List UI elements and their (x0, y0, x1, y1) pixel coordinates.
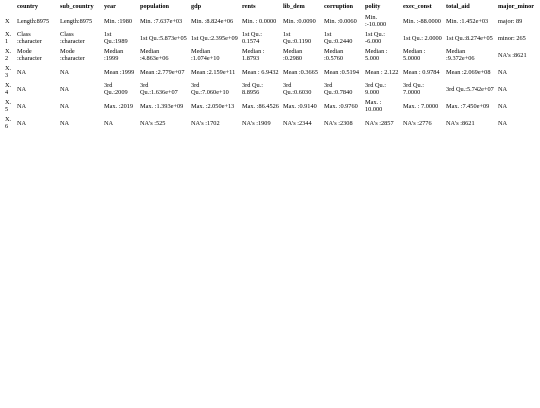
table-cell: Max. :2.050e+13 (191, 102, 235, 110)
table-cell: NA's :8621 (446, 119, 475, 127)
table-cell: Class :character (60, 31, 85, 45)
header-cell-gdp: gdp (191, 3, 202, 10)
table-row (3, 99, 540, 116)
table-cell: Median :0.5760 (324, 48, 344, 62)
header-cell-population: population (140, 3, 170, 10)
table-cell: Max. :2019 (104, 102, 134, 110)
table-cell: Median : 1.8793 (242, 48, 265, 62)
table-cell: Median :1.074e+10 (191, 48, 220, 62)
header-cell-year: year (104, 3, 116, 10)
table-cell: Max. : 7.0000 (403, 102, 439, 110)
header-cell-lib-dem: lib_dem (283, 3, 305, 10)
summary-table (3, 3, 540, 133)
table-cell: Mean : 2.122 (365, 68, 399, 76)
table-cell: NA (498, 119, 508, 127)
table-cell: 1st Qu.: 0.1574 (242, 31, 262, 45)
header-cell-sub-country: sub_country (60, 3, 94, 10)
table-cell: NA (498, 68, 508, 76)
header-cell-exec-const: exec_const (403, 3, 432, 10)
table-cell: Mode :character (17, 48, 42, 62)
table-cell: 3rd Qu.:5.742e+07 (446, 85, 494, 93)
table-cell: 3rd Qu.:7.060e+10 (191, 82, 229, 96)
table-cell: Min. :-88.0000 (403, 17, 441, 25)
table-cell: Min. :0.0090 (283, 17, 316, 25)
table-cell: 1st Qu.: -6.000 (365, 31, 385, 45)
header-row (3, 3, 540, 14)
header-cell-polity: polity (365, 3, 381, 10)
table-cell: Min. : 0.0000 (242, 17, 277, 25)
table-cell: Mean :2.779e+07 (140, 68, 185, 76)
table-row (3, 31, 540, 48)
table-cell: X.3 (5, 65, 12, 79)
table-cell: NA's :2308 (324, 119, 353, 127)
table-cell: Mean : 0.9784 (403, 68, 440, 76)
table-cell: NA's :2776 (403, 119, 432, 127)
table-cell: NA's :8621 (498, 51, 527, 59)
table-cell: 1st Qu.:8.274e+05 (446, 34, 493, 42)
table-cell: NA (60, 102, 70, 110)
table-cell: NA (60, 119, 70, 127)
table-cell: NA (498, 102, 508, 110)
table-cell: X.2 (5, 48, 12, 62)
table-row (3, 116, 540, 133)
table-cell: Max. :0.9760 (324, 102, 358, 110)
table-cell: Max. :86.4526 (242, 102, 279, 110)
table-cell: 1st Qu.:0.2440 (324, 31, 353, 45)
table-cell: NA (60, 85, 70, 93)
table-row (3, 82, 540, 99)
table-cell: 3rd Qu.: 9.000 (365, 82, 386, 96)
table-cell: NA's :2857 (365, 119, 394, 127)
table-cell: Median :0.2980 (283, 48, 303, 62)
table-cell: 3rd Qu.: 8.8956 (242, 82, 263, 96)
table-cell: 1st Qu.:5.873e+05 (140, 34, 187, 42)
table-row (3, 14, 540, 31)
table-cell: NA (17, 85, 27, 93)
table-cell: Class :character (17, 31, 42, 45)
header-cell-total-aid: total_aid (446, 3, 470, 10)
table-cell: X.1 (5, 31, 12, 45)
table-cell: Max. :0.9140 (283, 102, 317, 110)
header-cell-rowname (3, 3, 15, 14)
table-cell: X.5 (5, 99, 12, 113)
table-cell: Mean :2.069e+08 (446, 68, 491, 76)
table-cell: Median : 5.000 (365, 48, 388, 62)
table-cell: 3rd Qu.:0.6030 (283, 82, 312, 96)
table-row (3, 65, 540, 82)
table-cell: Mean :1999 (104, 68, 135, 76)
table-cell: NA (17, 68, 27, 76)
table-cell: NA's :525 (140, 119, 166, 127)
table-cell: 3rd Qu.:0.7840 (324, 82, 353, 96)
table-cell: 3rd Qu.:2009 (104, 82, 128, 96)
table-cell: major: 89 (498, 17, 523, 25)
table-cell: 3rd Qu.:1.636e+07 (140, 82, 178, 96)
table-cell: 1st Qu.:2.395e+09 (191, 34, 238, 42)
table-cell: minor: 265 (498, 34, 526, 42)
table-cell: Min. :8.824e+06 (191, 17, 234, 25)
table-cell: 1st Qu.:1989 (104, 31, 128, 45)
table-cell: Max. :1.393e+09 (140, 102, 184, 110)
table-cell: NA (60, 68, 70, 76)
header-cell-corruption: corruption (324, 3, 354, 10)
table-cell: Length:8975 (17, 17, 50, 25)
header-cell-country: country (17, 3, 38, 10)
table-cell: Min. :0.0060 (324, 17, 357, 25)
table-cell: NA (17, 102, 27, 110)
table-cell: Mean : 6.9432 (242, 68, 279, 76)
table-cell: Max. :7.450e+09 (446, 102, 490, 110)
table-cell: 1st Qu.: 2.0000 (403, 34, 442, 42)
table-cell: Length:8975 (60, 17, 93, 25)
table-cell: Mode :character (60, 48, 85, 62)
table-cell: NA's :1909 (242, 119, 271, 127)
table-cell: Median :9.372e+06 (446, 48, 475, 62)
table-cell: NA (498, 85, 508, 93)
table-cell: NA (17, 119, 27, 127)
table-cell: Mean :0.3665 (283, 68, 318, 76)
table-cell: NA's :1702 (191, 119, 220, 127)
table-cell: 1st Qu.:0.1190 (283, 31, 312, 45)
table-cell: Median : 5.0000 (403, 48, 426, 62)
header-cell-rents: rents (242, 3, 256, 10)
table-cell: Median :1999 (104, 48, 124, 62)
table-cell: Max. : 10.000 (365, 99, 383, 113)
table-cell: X.6 (5, 116, 12, 130)
table-cell: Mean :2.159e+11 (191, 68, 236, 76)
table-cell: Min. :1980 (104, 17, 132, 25)
table-cell: Median :4.863e+06 (140, 48, 169, 62)
table-cell: 3rd Qu.: 7.0000 (403, 82, 424, 96)
table-cell: NA (104, 119, 114, 127)
header-cell-major-minor: major_minor (498, 3, 535, 10)
table-cell: Min. :7.637e+03 (140, 17, 183, 25)
table-cell: NA's :2344 (283, 119, 312, 127)
table-cell: Mean :0.5194 (324, 68, 359, 76)
table-cell: X (5, 17, 10, 25)
table-row (3, 48, 540, 65)
table-cell: X.4 (5, 82, 12, 96)
table-cell: Min. :1.452e+03 (446, 17, 489, 25)
table-cell: Min. :-10.000 (365, 14, 387, 28)
